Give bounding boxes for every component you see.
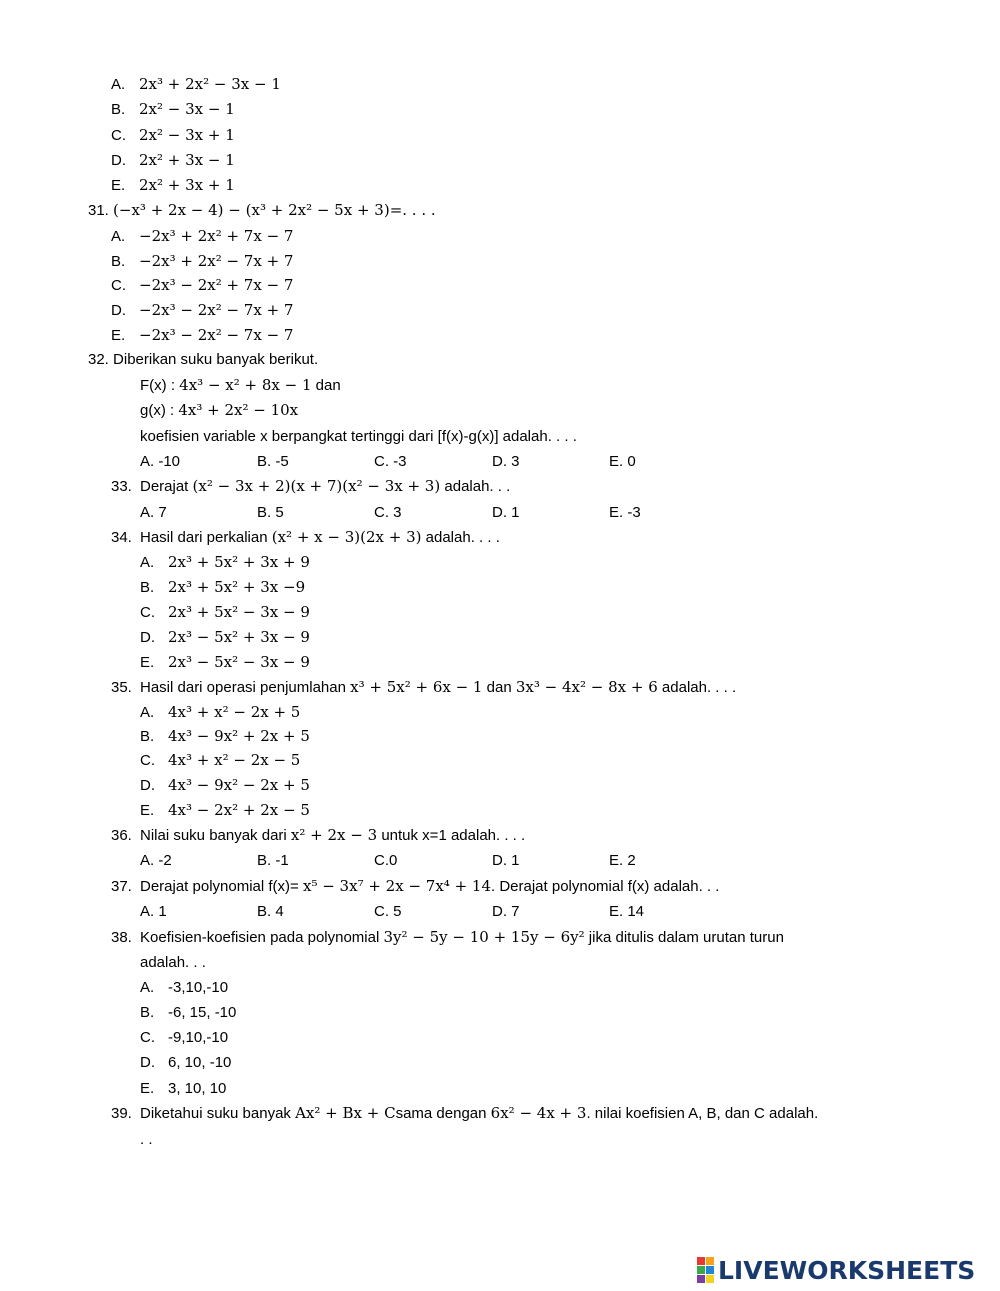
q30-option-d[interactable]: D. 2x² + 3x − 1 <box>111 151 235 169</box>
q38-option-d[interactable]: D. 6, 10, -10 <box>140 1054 232 1071</box>
q34-option-c[interactable]: C. 2x³ + 5x² − 3x − 9 <box>140 603 310 621</box>
q35-option-b[interactable]: B. 4x³ − 9x² + 2x + 5 <box>140 727 310 745</box>
q34-option-d[interactable]: D. 2x³ − 5x² + 3x − 9 <box>140 628 310 646</box>
q36-option-a[interactable]: A. -2 <box>140 852 172 869</box>
q35-option-c[interactable]: C. 4x³ + x² − 2x − 5 <box>140 751 301 769</box>
q33-question: 33. Derajat (x² − 3x + 2)(x + 7)(x² − 3x + 3) adalah. . . <box>111 477 511 495</box>
q33-option-a[interactable]: A. 7 <box>140 504 167 521</box>
q39-question-cont: . . <box>140 1131 153 1148</box>
q30-option-c[interactable]: C. 2x² − 3x + 1 <box>111 126 235 144</box>
q36-option-c[interactable]: C.0 <box>374 852 398 869</box>
q31-option-a[interactable]: A. −2x³ + 2x² + 7x − 7 <box>111 227 294 245</box>
q38-option-a[interactable]: A. -3,10,-10 <box>140 979 229 996</box>
q38-option-b[interactable]: B. -6, 15, -10 <box>140 1004 237 1021</box>
q36-option-e[interactable]: E. 2 <box>609 852 636 869</box>
q32-option-d[interactable]: D. 3 <box>492 453 520 470</box>
logo-mark-icon <box>697 1257 714 1283</box>
q32-prompt: koefisien variable x berpangkat tertinggi dari [f(x)-g(x)] adalah. . . . <box>140 428 577 445</box>
q37-question: 37. Derajat polynomial f(x)= x⁵ − 3x⁷ + 2x − 7x⁴ + 14. Derajat polynomial f(x) adalah. . . <box>111 877 720 895</box>
q32-option-a[interactable]: A. -10 <box>140 453 181 470</box>
q37-option-b[interactable]: B. 4 <box>257 903 284 920</box>
q32-f-line: F(x) : 4x³ − x² + 8x − 1 dan <box>140 376 341 394</box>
q31-option-e[interactable]: E. −2x³ − 2x² − 7x − 7 <box>111 326 294 344</box>
q32-g-line: g(x) : 4x³ + 2x² − 10x <box>140 401 299 419</box>
q37-option-a[interactable]: A. 1 <box>140 903 167 920</box>
q31-question: 31. (−x³ + 2x − 4) − (x³ + 2x² − 5x + 3)=. . . . <box>88 201 436 219</box>
liveworksheets-logo[interactable] <box>697 1255 975 1285</box>
q37-option-c[interactable]: C. 5 <box>374 903 402 920</box>
q35-option-a[interactable]: A. 4x³ + x² − 2x + 5 <box>140 703 301 721</box>
q30-option-a[interactable]: A. 2x³ + 2x² − 3x − 1 <box>111 75 281 93</box>
q33-option-b[interactable]: B. 5 <box>257 504 284 521</box>
q35-option-d[interactable]: D. 4x³ − 9x² − 2x + 5 <box>140 776 310 794</box>
q34-option-a[interactable]: A. 2x³ + 5x² + 3x + 9 <box>140 553 310 571</box>
q31-option-c[interactable]: C. −2x³ − 2x² + 7x − 7 <box>111 276 294 294</box>
q32-option-c[interactable]: C. -3 <box>374 453 407 470</box>
q30-option-b[interactable]: B. 2x² − 3x − 1 <box>111 100 235 118</box>
q32-option-e[interactable]: E. 0 <box>609 453 636 470</box>
q38-option-c[interactable]: C. -9,10,-10 <box>140 1029 229 1046</box>
q35-question: 35. Hasil dari operasi penjumlahan x³ + 5x² + 6x − 1 dan 3x³ − 4x² − 8x + 6 adalah. . . . <box>111 678 737 696</box>
q38-option-e[interactable]: E. 3, 10, 10 <box>140 1080 227 1097</box>
logo-text: LIVEWORKSHEETS <box>718 1255 976 1285</box>
q38-question: 38. Koefisien-koefisien pada polynomial 3y² − 5y − 10 + 15y − 6y² jika ditulis dalam urutan turun <box>111 928 784 946</box>
q32-question: 32. Diberikan suku banyak berikut. <box>88 351 319 368</box>
q36-question: 36. Nilai suku banyak dari x² + 2x − 3 untuk x=1 adalah. . . . <box>111 826 526 844</box>
q31-option-d[interactable]: D. −2x³ − 2x² − 7x + 7 <box>111 301 294 319</box>
q37-option-e[interactable]: E. 14 <box>609 903 645 920</box>
q31-option-b[interactable]: B. −2x³ + 2x² − 7x + 7 <box>111 252 294 270</box>
q34-option-b[interactable]: B. 2x³ + 5x² + 3x −9 <box>140 578 306 596</box>
q32-option-b[interactable]: B. -5 <box>257 453 289 470</box>
q36-option-b[interactable]: B. -1 <box>257 852 289 869</box>
q33-option-e[interactable]: E. -3 <box>609 504 641 521</box>
q30-option-e[interactable]: E. 2x² + 3x + 1 <box>111 176 235 194</box>
q36-option-d[interactable]: D. 1 <box>492 852 520 869</box>
q35-option-e[interactable]: E. 4x³ − 2x² + 2x − 5 <box>140 801 310 819</box>
q38-question-cont: adalah. . . <box>140 954 206 971</box>
q39-question: 39. Diketahui suku banyak Ax² + Bx + Csama dengan 6x² − 4x + 3. nilai koefisien A, B, dan C adalah. <box>111 1104 819 1122</box>
q33-option-c[interactable]: C. 3 <box>374 504 402 521</box>
q34-question: 34. Hasil dari perkalian (x² + x − 3)(2x + 3) adalah. . . . <box>111 528 500 546</box>
q34-option-e[interactable]: E. 2x³ − 5x² − 3x − 9 <box>140 653 310 671</box>
q33-option-d[interactable]: D. 1 <box>492 504 520 521</box>
q37-option-d[interactable]: D. 7 <box>492 903 520 920</box>
